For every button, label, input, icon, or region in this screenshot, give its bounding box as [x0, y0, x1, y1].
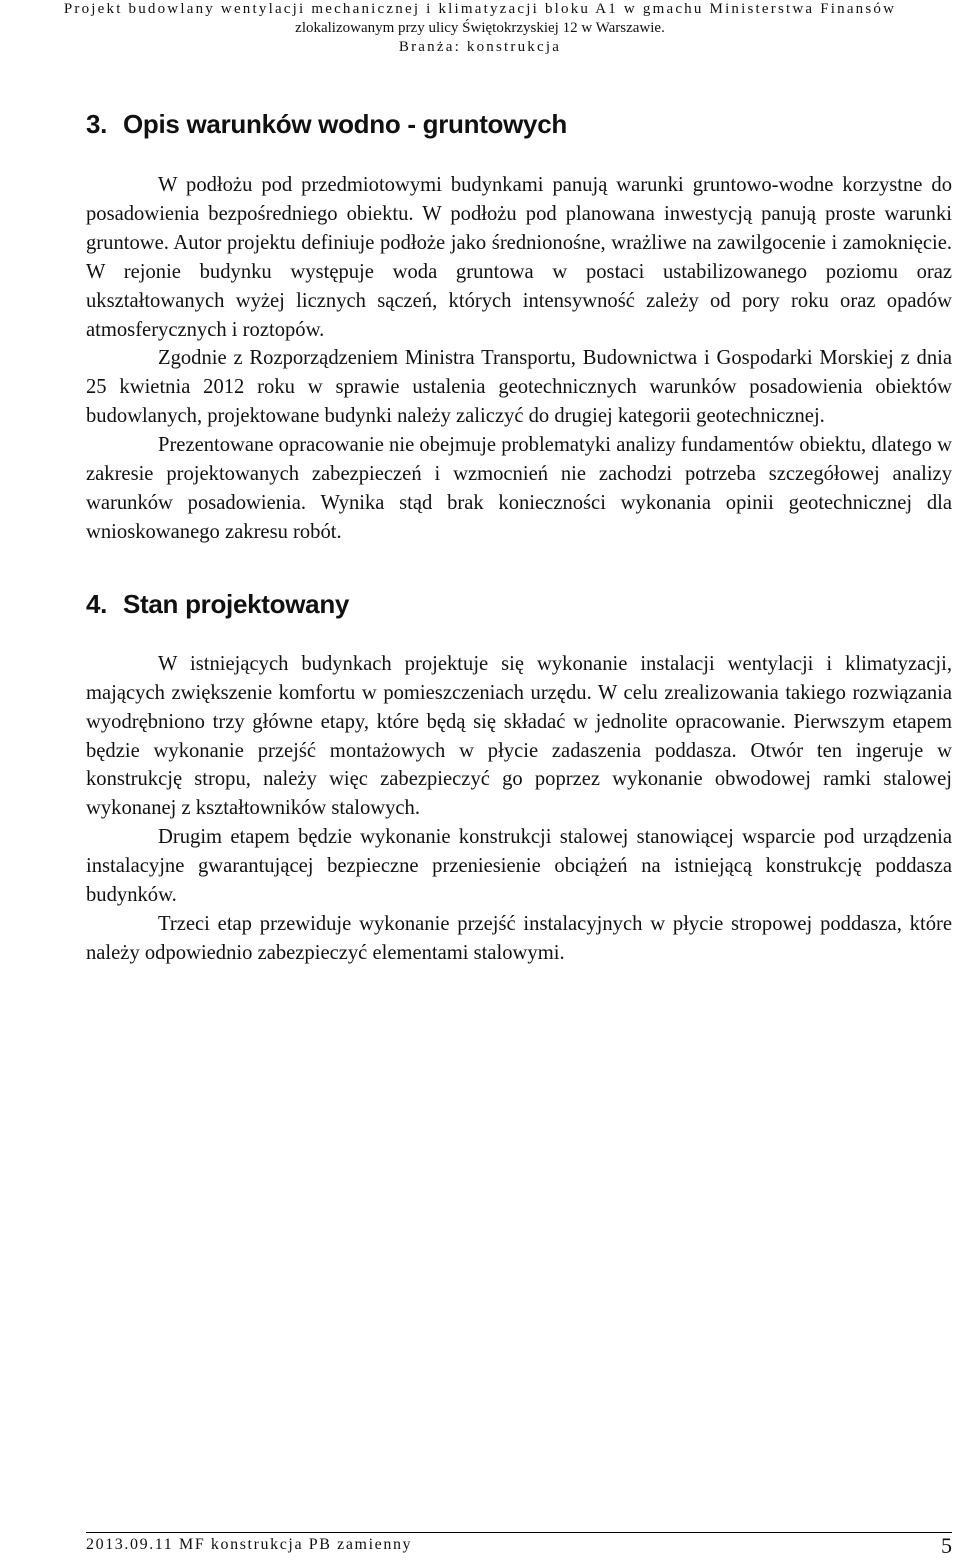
footer-divider [86, 1532, 952, 1533]
header-location-line: zlokalizowanym przy ulicy Świętokrzyskiej 12 w Warszawie. [295, 20, 665, 36]
footer-doc-id: 2013.09.11 MF konstrukcja PB zamienny [86, 1536, 413, 1553]
page-number: 5 [941, 1533, 952, 1558]
section-title: Stan projektowany [123, 588, 350, 619]
document-header [0, 0, 960, 57]
document-body [86, 104, 952, 968]
document-footer [86, 1532, 952, 1561]
section-title: Opis warunków wodno - gruntowych [123, 109, 567, 139]
section-3-heading [86, 104, 952, 144]
section-number: 4. [86, 588, 108, 619]
section-number: 3. [86, 109, 108, 139]
paragraph: W istniejących budynkach projektuje się wykonanie instalacji wentylacji i klimatyzacji, mających zwiększenie komfortu w pomieszczeniach urzędu. W celu zrealizowania takiego rozwiązania wyodrębniono trzy główne etapy, które będą się składać w jednolite opracowanie. Pierwszym etapem będzie wykonanie przejść montażowych w płycie zadaszenia poddasza. Otwór ten ingeruje w konstrukcję stropu, należy więc zabezpieczyć go poprzez wykonanie obwodowej ramki stalowej wykonanej z kształtowników stalowych. [86, 652, 952, 820]
header-project-line: Projekt budowlany wentylacji mechanicznej i klimatyzacji bloku A1 w gmachu Ministerstwa Finansów [63, 1, 897, 17]
paragraph: Prezentowane opracowanie nie obejmuje problematyki analizy fundamentów obiektu, dlatego w zakresie projektowanych zabezpieczeń i wzmocnień nie zachodzi potrzeba szczegółowej analizy warunków posadowienia. Wynika stąd brak konieczności wykonania opinii geotechnicznej dla wnioskowanego zakresu robót. [86, 434, 952, 543]
paragraph: Trzeci etap przewiduje wykonanie przejść instalacyjnych w płycie stropowej poddasza, które należy odpowiednio zabezpieczyć elementami stalowymi. [86, 912, 952, 964]
section-4 [86, 584, 952, 968]
section-4-heading [86, 584, 952, 624]
paragraph: Zgodnie z Rozporządzeniem Ministra Transportu, Budownictwa i Gospodarki Morskiej z dnia 25 kwietnia 2012 roku w sprawie ustalenia geotechnicznych warunków posadowienia obiektów budowlanych, projektowane budynki należy zaliczyć do drugiej kategorii geotechnicznej. [86, 347, 952, 428]
paragraph: Drugim etapem będzie wykonanie konstrukcji stalowej stanowiącej wsparcie pod urządzenia instalacyjne gwarantującej bezpieczne przeniesienie obciążeń na istniejącą konstrukcję poddasza budynków. [86, 826, 952, 907]
section-3 [86, 104, 952, 547]
paragraph: W podłożu pod przedmiotowymi budynkami panują warunki gruntowo-wodne korzystne do posadowienia bezpośredniego obiektu. W podłożu pod planowana inwestycją panują proste warunki gruntowe. Autor projektu definiuje podłoże jako średnionośne, wrażliwe na zawilgocenie i zamoknięcie. W rejonie budynku występuje woda gruntowa w postaci ustabilizowanego poziomu oraz ukształtowanych wyżej licznych sączeń, których intensywność zależy od pory roku oraz opadów atmosferycznych i roztopów. [86, 174, 952, 341]
header-branch-line: Branża: konstrukcja [398, 39, 562, 55]
